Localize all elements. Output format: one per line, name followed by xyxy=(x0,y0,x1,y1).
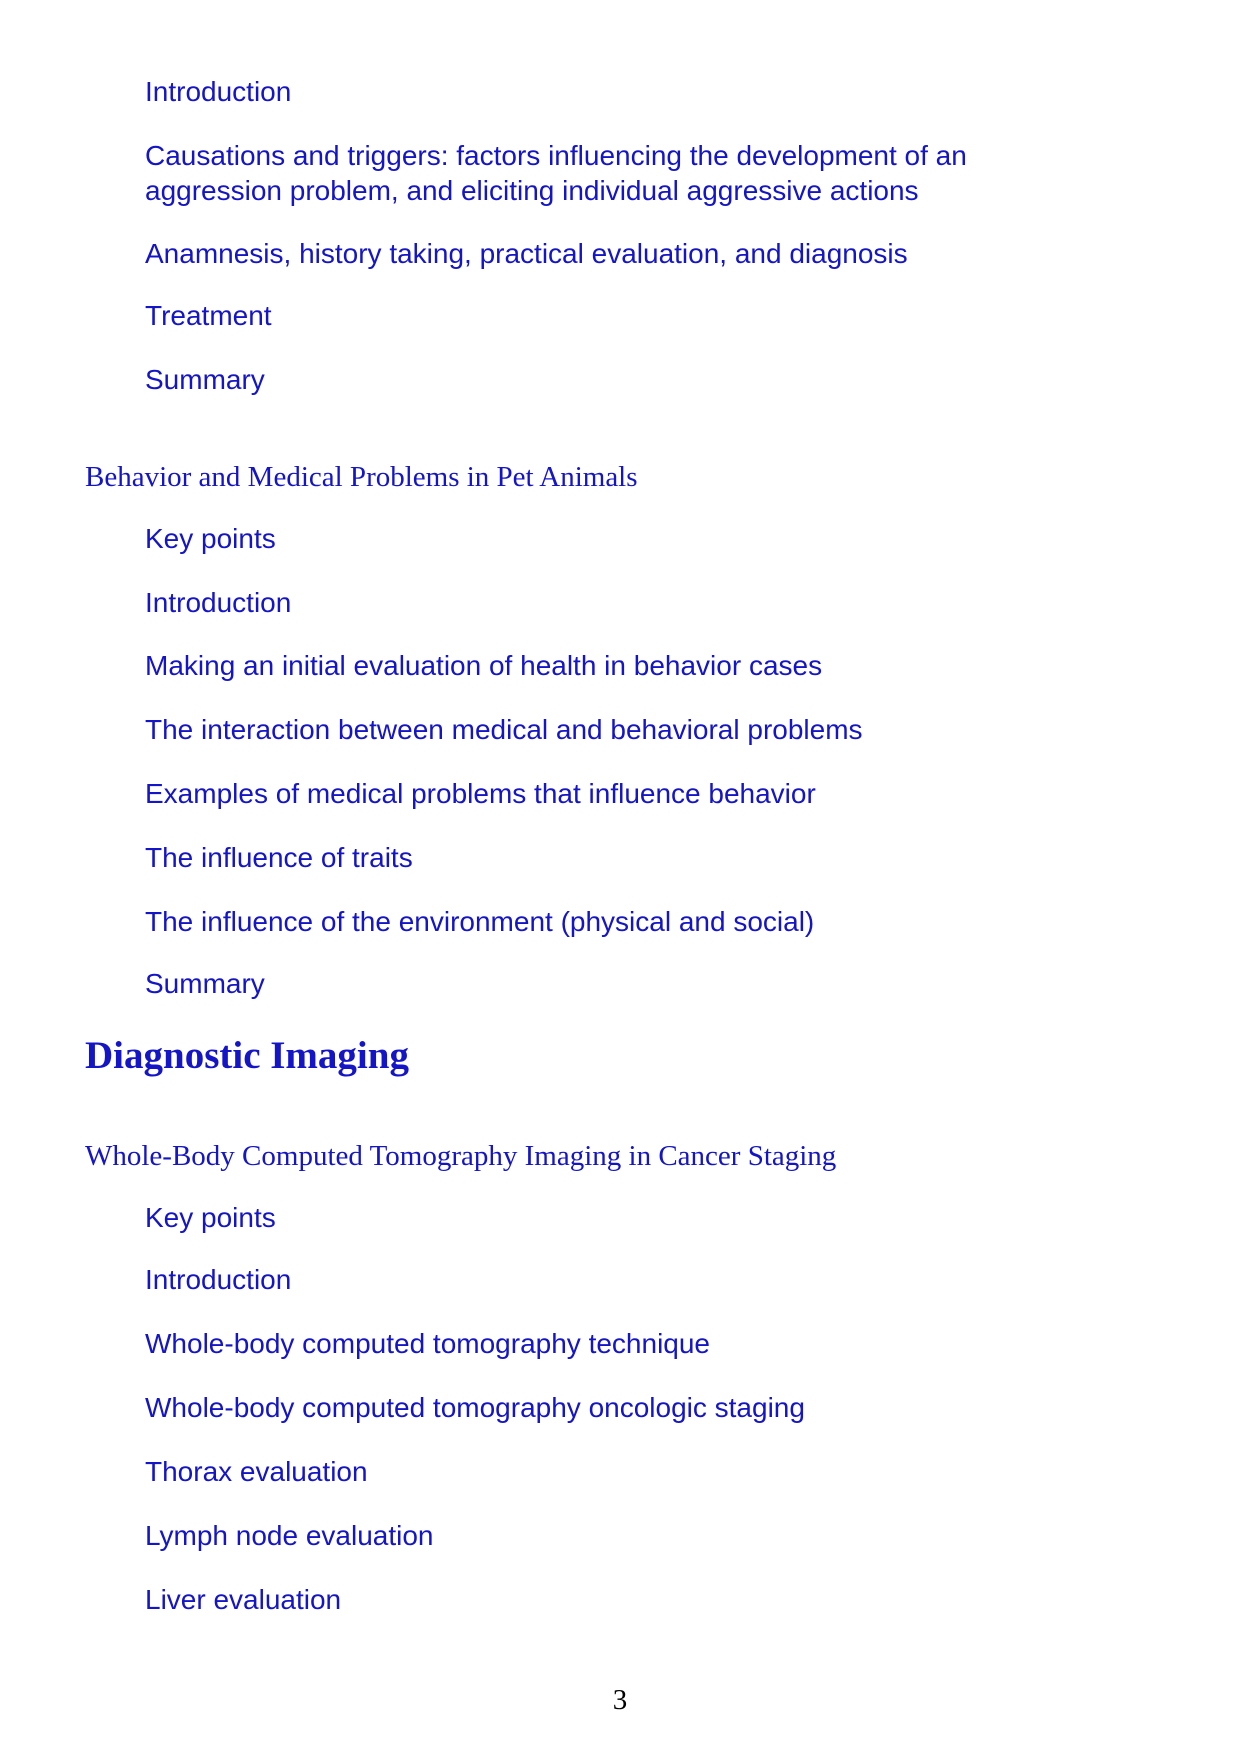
toc-entry-summary[interactable]: Summary xyxy=(145,364,265,395)
toc-entry-examples[interactable]: Examples of medical problems that influence behavior xyxy=(145,778,816,809)
toc-entry-causations-line1[interactable]: Causations and triggers: factors influencing the development of an xyxy=(145,140,967,171)
watermark xyxy=(2,250,18,318)
toc-entry-causations-line2[interactable]: aggression problem, and eliciting individual aggressive actions xyxy=(145,175,919,206)
toc-entry-introduction[interactable]: Introduction xyxy=(145,76,292,107)
toc-entry-introduction[interactable]: Introduction xyxy=(145,587,292,618)
toc-entry-key-points[interactable]: Key points xyxy=(145,523,276,554)
toc-entry-introduction[interactable]: Introduction xyxy=(145,1264,292,1295)
toc-entry-traits[interactable]: The influence of traits xyxy=(145,842,413,873)
toc-entry-liver[interactable]: Liver evaluation xyxy=(145,1584,342,1615)
toc-entry-anamnesis[interactable]: Anamnesis, history taking, practical evaluation, and diagnosis xyxy=(145,238,908,269)
page-number: 3 xyxy=(612,1684,628,1716)
toc-entry-lymph-node[interactable]: Lymph node evaluation xyxy=(145,1520,434,1551)
toc-entry-summary[interactable]: Summary xyxy=(145,968,265,999)
toc-section-diagnostic-imaging[interactable]: Diagnostic Imaging xyxy=(85,1034,409,1077)
toc-entry-ct-technique[interactable]: Whole-body computed tomography technique xyxy=(145,1328,711,1359)
toc-entry-interaction[interactable]: The interaction between medical and behavioral problems xyxy=(145,714,863,745)
toc-chapter-behavior-medical[interactable]: Behavior and Medical Problems in Pet Animals xyxy=(85,461,638,493)
toc-entry-thorax[interactable]: Thorax evaluation xyxy=(145,1456,368,1487)
toc-entry-environment[interactable]: The influence of the environment (physical and social) xyxy=(145,906,815,937)
toc-chapter-whole-body-ct[interactable]: Whole-Body Computed Tomography Imaging in Cancer Staging xyxy=(85,1140,837,1172)
toc-entry-treatment[interactable]: Treatment xyxy=(145,300,272,331)
toc-entry-ct-oncologic-staging[interactable]: Whole-body computed tomography oncologic staging xyxy=(145,1392,805,1423)
toc-entry-key-points[interactable]: Key points xyxy=(145,1202,276,1233)
toc-entry-initial-evaluation[interactable]: Making an initial evaluation of health in behavior cases xyxy=(145,650,823,681)
